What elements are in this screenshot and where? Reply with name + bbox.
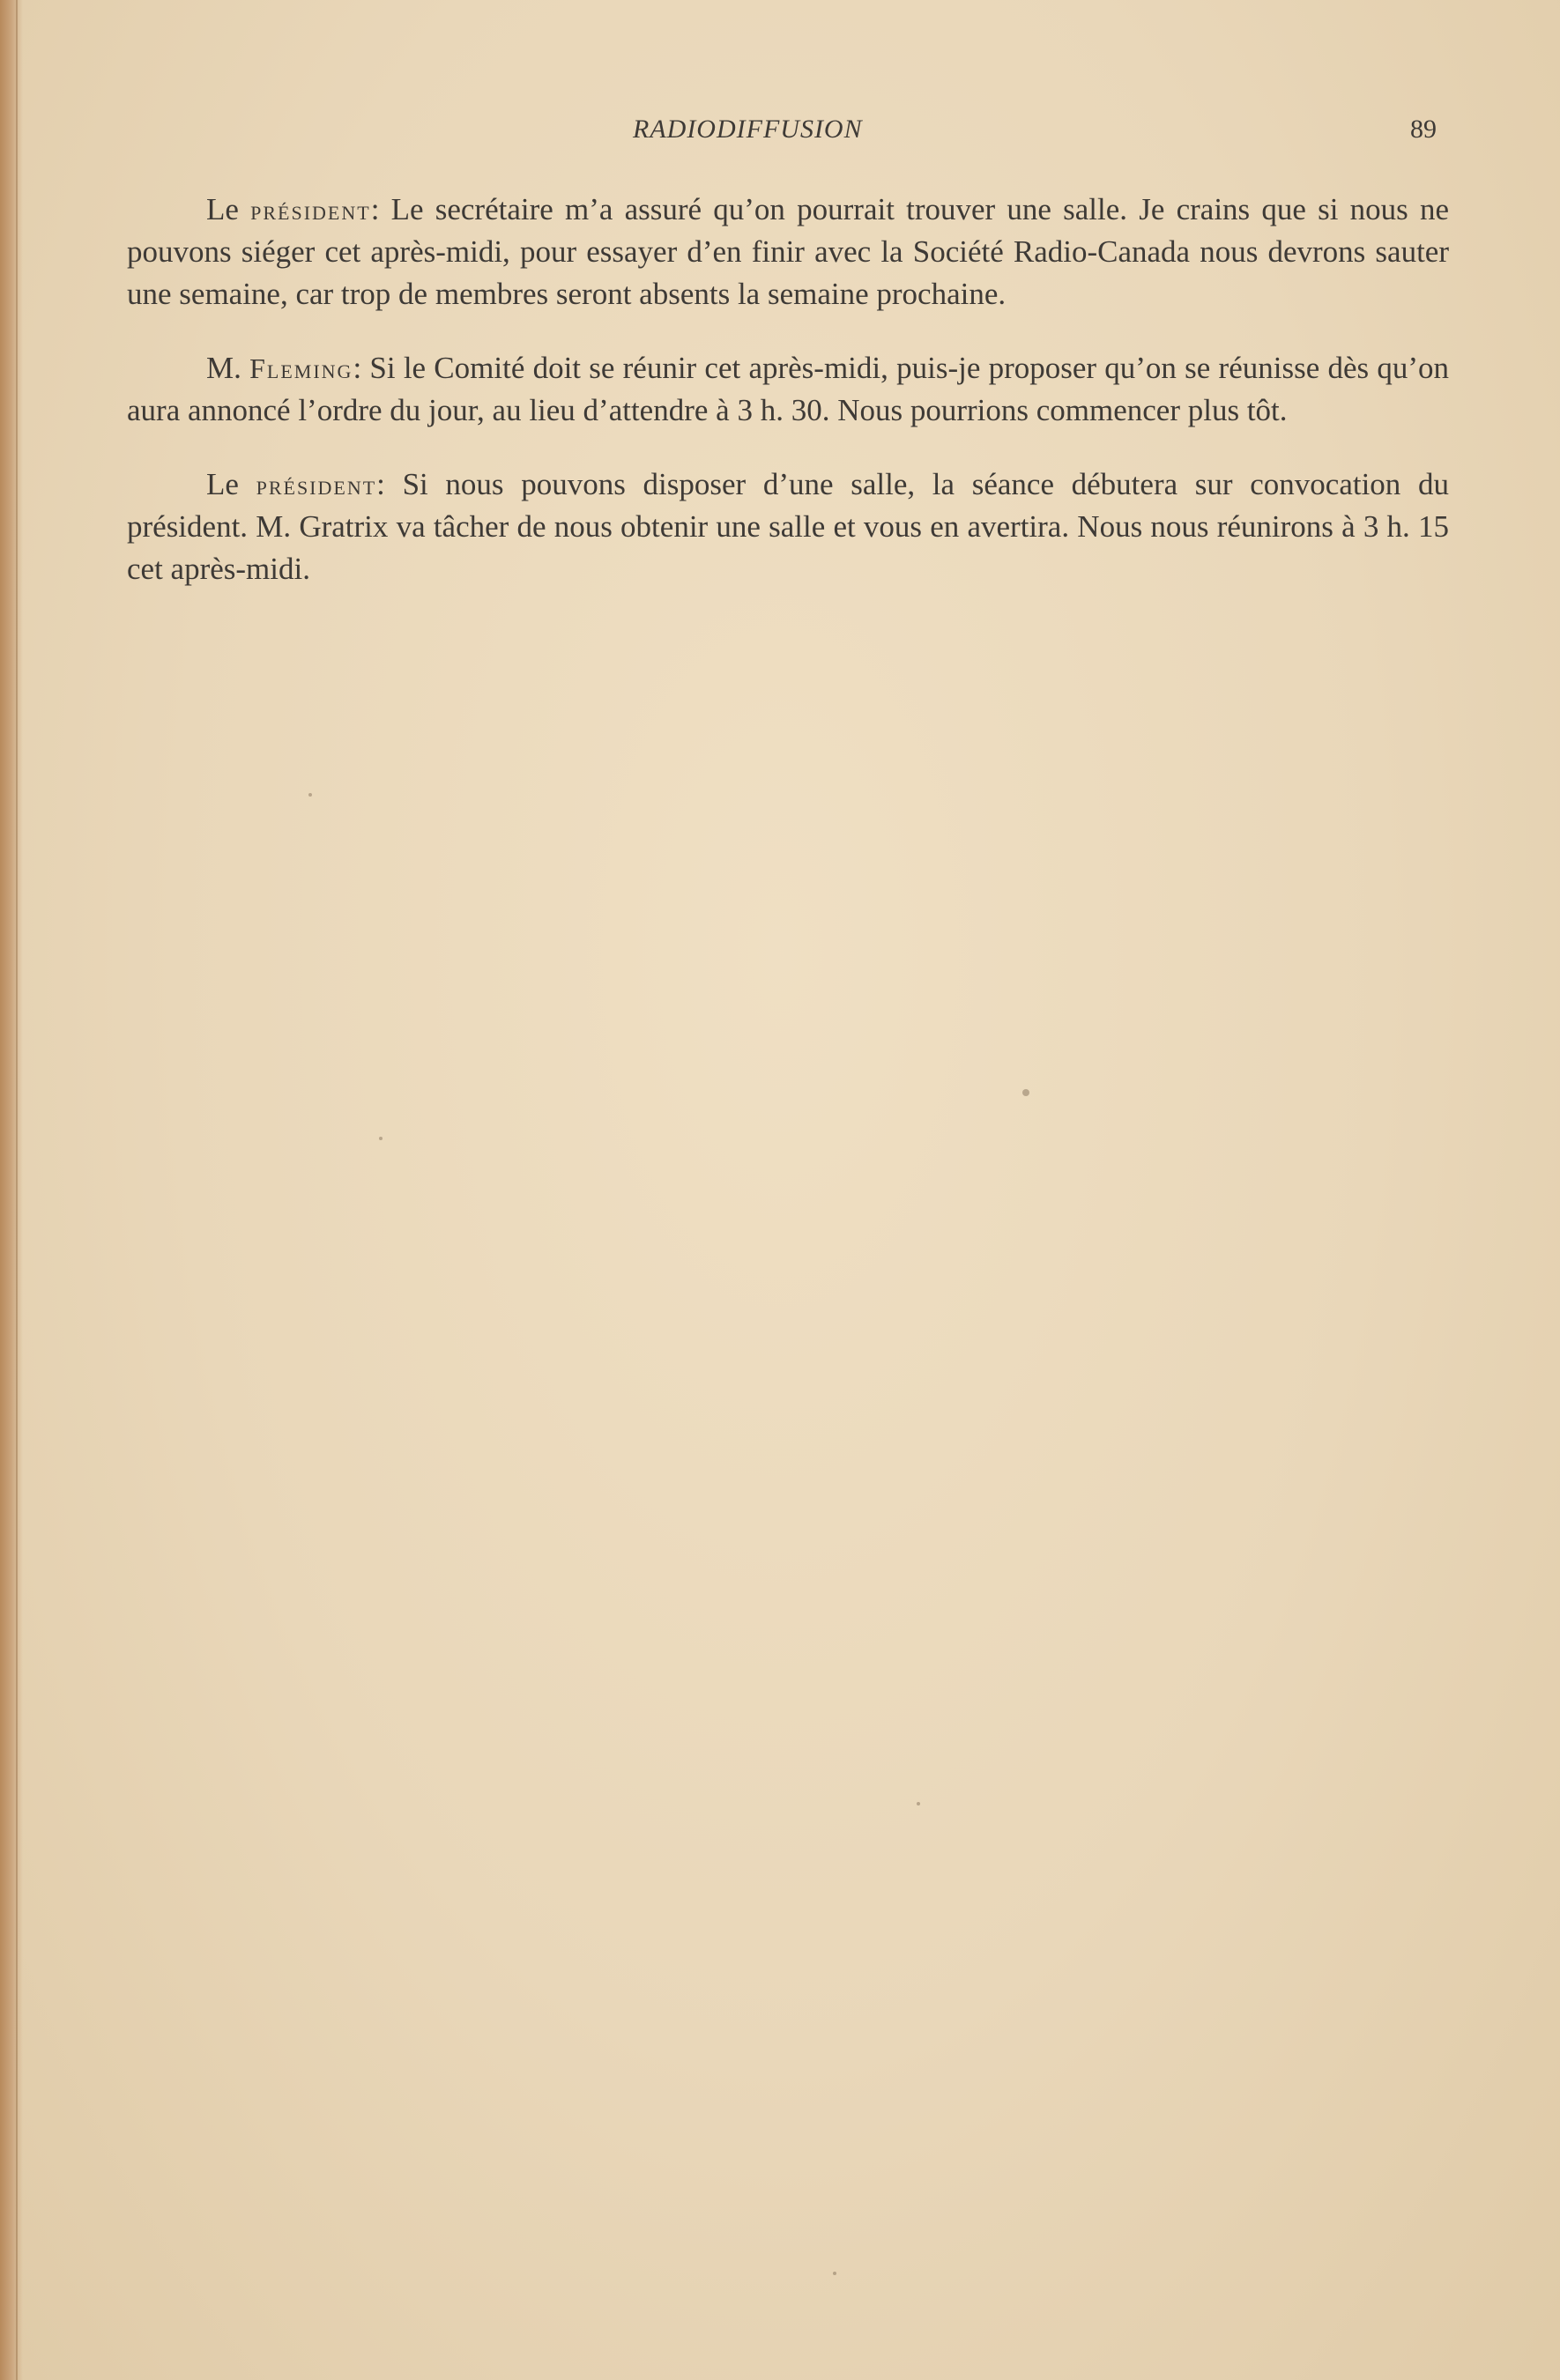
paragraph-president-1 — [127, 189, 1449, 315]
speaker-prefix: Le — [206, 467, 256, 501]
page-binding-line — [16, 0, 18, 2380]
paragraph-text: Le secrétaire m’a assuré qu’on pourrait trouver une salle. Je crains que si nous ne pouvons siéger cet après-midi, pour essayer d’en finir avec la Société Radio-Canada nous devrons sauter une semaine, car trop de membres seront absents la semaine prochaine. — [127, 192, 1450, 311]
paper-speck — [308, 793, 312, 797]
speaker-separator: : — [376, 467, 403, 501]
speaker-separator: : — [370, 192, 391, 226]
paragraph-fleming — [127, 347, 1449, 432]
paper-speck — [1022, 1089, 1029, 1096]
paper-speck — [833, 2272, 836, 2275]
speaker-prefix: Le — [206, 192, 251, 226]
running-title: RADIODIFFUSION — [633, 115, 863, 144]
body-text — [127, 189, 1449, 622]
speaker-separator: : — [353, 351, 370, 385]
paragraph-text: Si nous pouvons disposer d’une salle, la séance débutera sur convocation du président. M. Gratrix va tâcher de nous obtenir une salle et vous en avertira. Nous nous réunirons à 3 h. 15 cet après-midi. — [127, 467, 1449, 586]
speaker-name: Fleming — [249, 352, 353, 384]
running-head — [0, 115, 1560, 150]
speaker-name: président — [256, 469, 377, 500]
paragraph-president-2 — [127, 463, 1449, 590]
paper-speck — [379, 1137, 383, 1140]
page-binding-edge — [0, 0, 23, 2380]
paper-speck — [917, 1802, 920, 1805]
speaker-prefix: M. — [206, 351, 250, 385]
page-number: 89 — [1410, 115, 1437, 144]
paragraph-text: Si le Comité doit se réunir cet après-midi, puis-je proposer qu’on se réunisse dès qu’on aura annoncé l’ordre du jour, au lieu d’attendre à 3 h. 30. Nous pourrions commencer plus tôt. — [127, 351, 1449, 427]
speaker-name: président — [250, 194, 371, 226]
